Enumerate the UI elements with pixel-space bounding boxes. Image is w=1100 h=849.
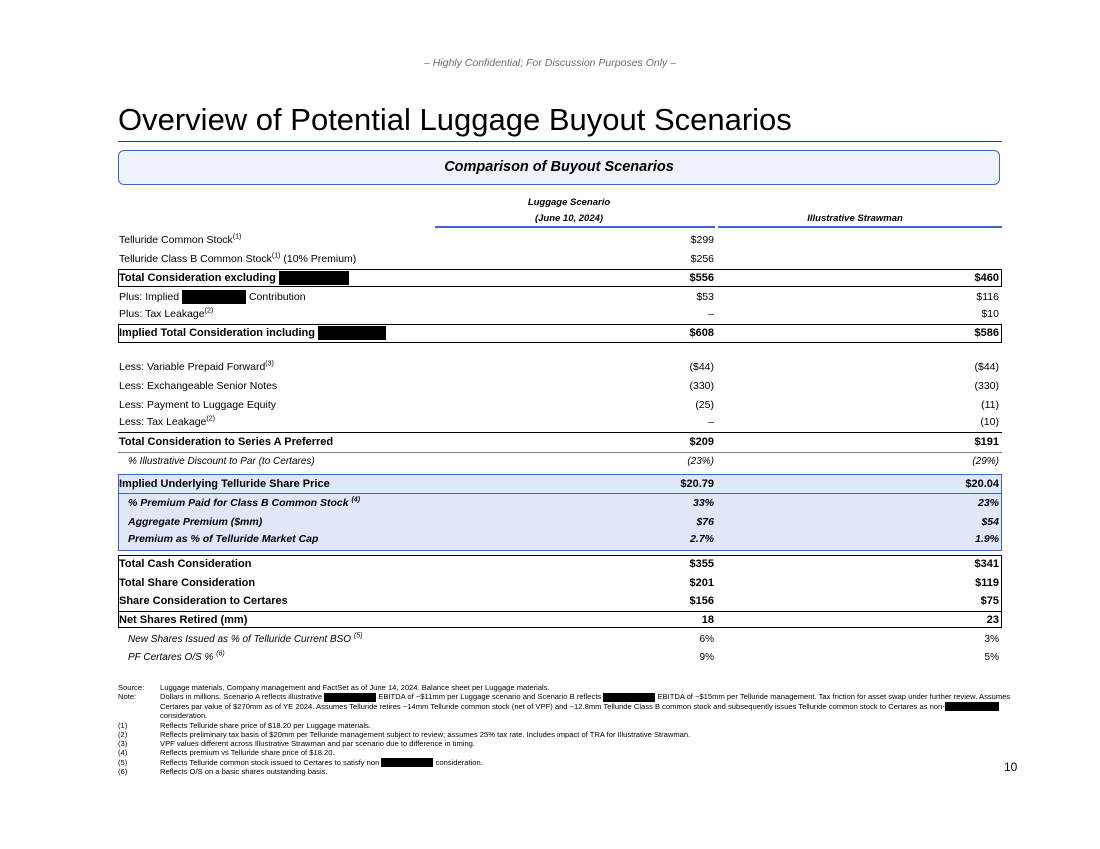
footnote-5 xyxy=(118,758,1018,768)
table-row xyxy=(118,306,1002,323)
row-value-strawman: (29%) xyxy=(972,456,999,467)
row-value-scenario: – xyxy=(708,308,714,320)
footnote-1 xyxy=(118,721,1018,730)
footnote-ref: (1) xyxy=(232,233,242,241)
row-value-scenario: 18 xyxy=(701,614,714,626)
page-number: 10 xyxy=(1004,760,1018,774)
footnote-ref: (5) xyxy=(353,632,363,640)
row-label: Total Consideration to Series A Preferred xyxy=(119,436,334,448)
confidentiality-notice: – Highly Confidential; For Discussion Purposes Only – xyxy=(423,57,677,69)
note-tag: (5) xyxy=(118,757,128,767)
row-value-strawman: 3% xyxy=(984,634,999,645)
table-row xyxy=(118,251,1002,268)
row-label: Telluride Class B Common Stock xyxy=(119,253,272,265)
row-label: Implied Total Consideration including xyxy=(119,327,319,339)
row-label: PF Certares O/S % xyxy=(128,652,217,663)
note-tag: Source: xyxy=(118,683,145,692)
note-tag: (4) xyxy=(118,748,128,758)
row-value-scenario: – xyxy=(708,416,714,428)
note-tag: (2) xyxy=(118,729,128,739)
table-row xyxy=(118,514,1002,531)
table-row xyxy=(118,631,1002,648)
row-label: New Shares Issued as % of Telluride Current BSO xyxy=(128,634,354,645)
row-value-scenario: $76 xyxy=(696,516,714,528)
row-label: Less: Payment to Luggage Equity xyxy=(119,399,277,411)
row-value-strawman: $586 xyxy=(974,327,999,339)
note-tag: Note: xyxy=(118,692,137,702)
row-value-strawman: $54 xyxy=(981,516,999,528)
col2-header-rule xyxy=(718,226,1002,228)
note-text: Reflects preliminary tax basis of $20mm per Telluride management subject to review; assumes 25% tax rate. Includes impact of TRA for Illustrative Strawman. xyxy=(160,729,691,739)
redaction-bar xyxy=(324,693,376,702)
note-text: VPF values different across Illustrative Strawman and par scenario due to difference in timing. xyxy=(160,739,476,749)
row-value-scenario: $556 xyxy=(689,272,714,284)
row-label: Plus: Implied xyxy=(119,291,183,303)
footnote-ref: (1) xyxy=(271,252,281,260)
series-a-top-rule xyxy=(118,432,1002,433)
row-value-strawman: $75 xyxy=(980,595,999,607)
row-value-strawman: 23% xyxy=(977,497,999,509)
row-label: Share Consideration to Certares xyxy=(119,595,288,607)
row-label-suffix: (10% Premium) xyxy=(280,253,357,265)
row-label: Plus: Tax Leakage xyxy=(119,308,205,320)
row-label: Aggregate Premium ($mm) xyxy=(128,516,263,528)
row-value-strawman: 1.9% xyxy=(975,533,999,545)
table-row xyxy=(118,453,1002,470)
row-value-scenario: $209 xyxy=(689,436,714,448)
table-row-total xyxy=(118,593,1002,610)
table-row-total xyxy=(118,476,1002,493)
section-banner xyxy=(118,150,1000,185)
row-value-scenario: (25) xyxy=(695,399,714,411)
redaction-bar xyxy=(945,702,999,711)
row-label-suffix: Contribution xyxy=(246,291,306,303)
row-value-scenario: ($44) xyxy=(689,361,714,373)
row-value-strawman: $119 xyxy=(975,577,999,589)
redaction-bar xyxy=(318,326,386,340)
footnote-ref: (4) xyxy=(351,496,361,504)
table-row xyxy=(118,649,1002,666)
row-value-scenario: 9% xyxy=(699,652,714,663)
col1-header-line2: (June 10, 2024) xyxy=(534,213,604,224)
page-title: Overview of Potential Luggage Buyout Scenarios xyxy=(118,102,792,137)
table-row xyxy=(118,232,1002,249)
note-text: EBITDA of ~$15mm per Telluride management. Tax friction for asset swap under further review. Assumes Certares par value of $270mm as of YE 2024. Assumes Telluride retires ~14mm Telluride common stock (net of VPF) and ~12.8mm Telluride Class B common stock and subsequently issues Telluride common stock to Certares as non- xyxy=(160,692,1011,711)
note-tag: (1) xyxy=(118,720,128,730)
row-value-scenario: 6% xyxy=(699,634,714,645)
note-text: Dollars in millions. Scenario A reflects illustrative xyxy=(160,692,325,702)
note-tag: (3) xyxy=(118,739,128,749)
general-note xyxy=(118,692,1018,720)
note-text: Reflects Telluride share price of $18.20 per Luggage materials. xyxy=(160,720,371,730)
table-row-total xyxy=(118,575,1002,592)
footnote-4 xyxy=(118,748,1018,757)
redaction-bar xyxy=(381,758,433,767)
source-note xyxy=(118,683,1018,692)
row-value-scenario: $299 xyxy=(690,234,714,246)
table-row xyxy=(118,359,1002,376)
footnote-6 xyxy=(118,767,1018,776)
row-label: Total Share Consideration xyxy=(119,577,256,589)
share-price-divider xyxy=(118,493,1002,494)
row-value-scenario: $20.79 xyxy=(680,478,714,490)
table-row xyxy=(118,414,1002,431)
row-value-strawman: $191 xyxy=(974,436,999,448)
footnote-ref: (3) xyxy=(265,360,274,368)
row-value-scenario: 2.7% xyxy=(690,533,714,545)
row-value-strawman: $20.04 xyxy=(965,478,999,490)
row-label: Total Cash Consideration xyxy=(119,558,252,570)
table-row-total xyxy=(118,270,1002,287)
table-row xyxy=(118,289,1002,306)
row-value-strawman: $116 xyxy=(976,291,999,303)
footnote-3 xyxy=(118,739,1018,748)
footnote-ref: (6) xyxy=(216,650,225,658)
note-tag: (6) xyxy=(118,767,128,777)
row-value-scenario: (330) xyxy=(689,380,714,392)
row-label: Telluride Common Stock xyxy=(119,234,233,246)
row-value-strawman: $341 xyxy=(974,558,999,570)
row-value-strawman: $460 xyxy=(974,272,999,284)
footnotes xyxy=(118,683,1018,777)
row-label: Total Consideration excluding xyxy=(119,272,279,284)
table-row xyxy=(118,378,1002,395)
row-value-scenario: $608 xyxy=(689,327,714,339)
row-label: Less: Variable Prepaid Forward xyxy=(119,361,266,373)
redaction-bar xyxy=(279,271,349,285)
row-value-strawman: (330) xyxy=(974,380,999,392)
col1-header-rule xyxy=(435,226,715,228)
row-value-scenario: $256 xyxy=(690,253,714,265)
banner-label: Comparison of Buyout Scenarios xyxy=(444,159,674,175)
note-text: Reflects Telluride common stock issued to Certares to satisfy non xyxy=(160,757,382,767)
note-text: Luggage materials, Company management and FactSet as of June 14, 2024. Balance sheet per Luggage materials. xyxy=(160,683,550,692)
footnote-ref: (2) xyxy=(204,307,214,315)
row-label: % Illustrative Discount to Par (to Certares) xyxy=(128,456,315,467)
table-row xyxy=(118,531,1002,548)
footnote-2 xyxy=(118,730,1018,739)
row-value-scenario: $156 xyxy=(689,595,714,607)
footnote-ref: (2) xyxy=(206,415,215,423)
table-row-total xyxy=(118,612,1002,629)
row-value-strawman: (10) xyxy=(980,416,999,428)
table-row-total xyxy=(118,434,1002,451)
row-value-strawman: $10 xyxy=(981,308,999,320)
row-label: Less: Tax Leakage xyxy=(119,416,207,428)
row-value-strawman: 23 xyxy=(986,614,999,626)
row-label: Implied Underlying Telluride Share Price xyxy=(119,478,330,490)
col1-header-line1: Luggage Scenario xyxy=(527,197,611,208)
row-value-scenario: (23%) xyxy=(687,456,714,467)
row-label: % Premium Paid for Class B Common Stock xyxy=(128,497,352,509)
note-text: consideration. xyxy=(433,757,483,767)
redaction-bar xyxy=(182,290,246,304)
table-row-total xyxy=(118,556,1002,573)
row-label: Less: Exchangeable Senior Notes xyxy=(119,380,278,392)
table-row xyxy=(118,397,1002,414)
row-value-scenario: 33% xyxy=(692,497,714,509)
note-text: consideration. xyxy=(160,711,208,721)
table-row-total xyxy=(118,325,1002,342)
table-row xyxy=(118,495,1002,512)
note-text: EBITDA of ~$11mm per Luggage scenario and Scenario B reflects xyxy=(376,692,604,702)
note-text: Reflects O/S on a basic shares outstanding basis. xyxy=(160,767,328,777)
col2-header: Illustrative Strawman xyxy=(807,213,903,224)
row-value-strawman: (11) xyxy=(981,399,999,411)
row-value-strawman: 5% xyxy=(984,652,999,663)
row-value-scenario: $355 xyxy=(689,558,714,570)
row-value-scenario: $201 xyxy=(689,577,714,589)
note-text: Reflects premium vs Telluride share price of $18.20. xyxy=(160,748,335,758)
title-rule xyxy=(118,141,1002,142)
row-label: Net Shares Retired (mm) xyxy=(119,614,248,626)
redaction-bar xyxy=(603,693,655,702)
row-value-scenario: $53 xyxy=(696,291,714,303)
row-label: Premium as % of Telluride Market Cap xyxy=(128,533,319,545)
row-value-strawman: ($44) xyxy=(974,361,999,373)
